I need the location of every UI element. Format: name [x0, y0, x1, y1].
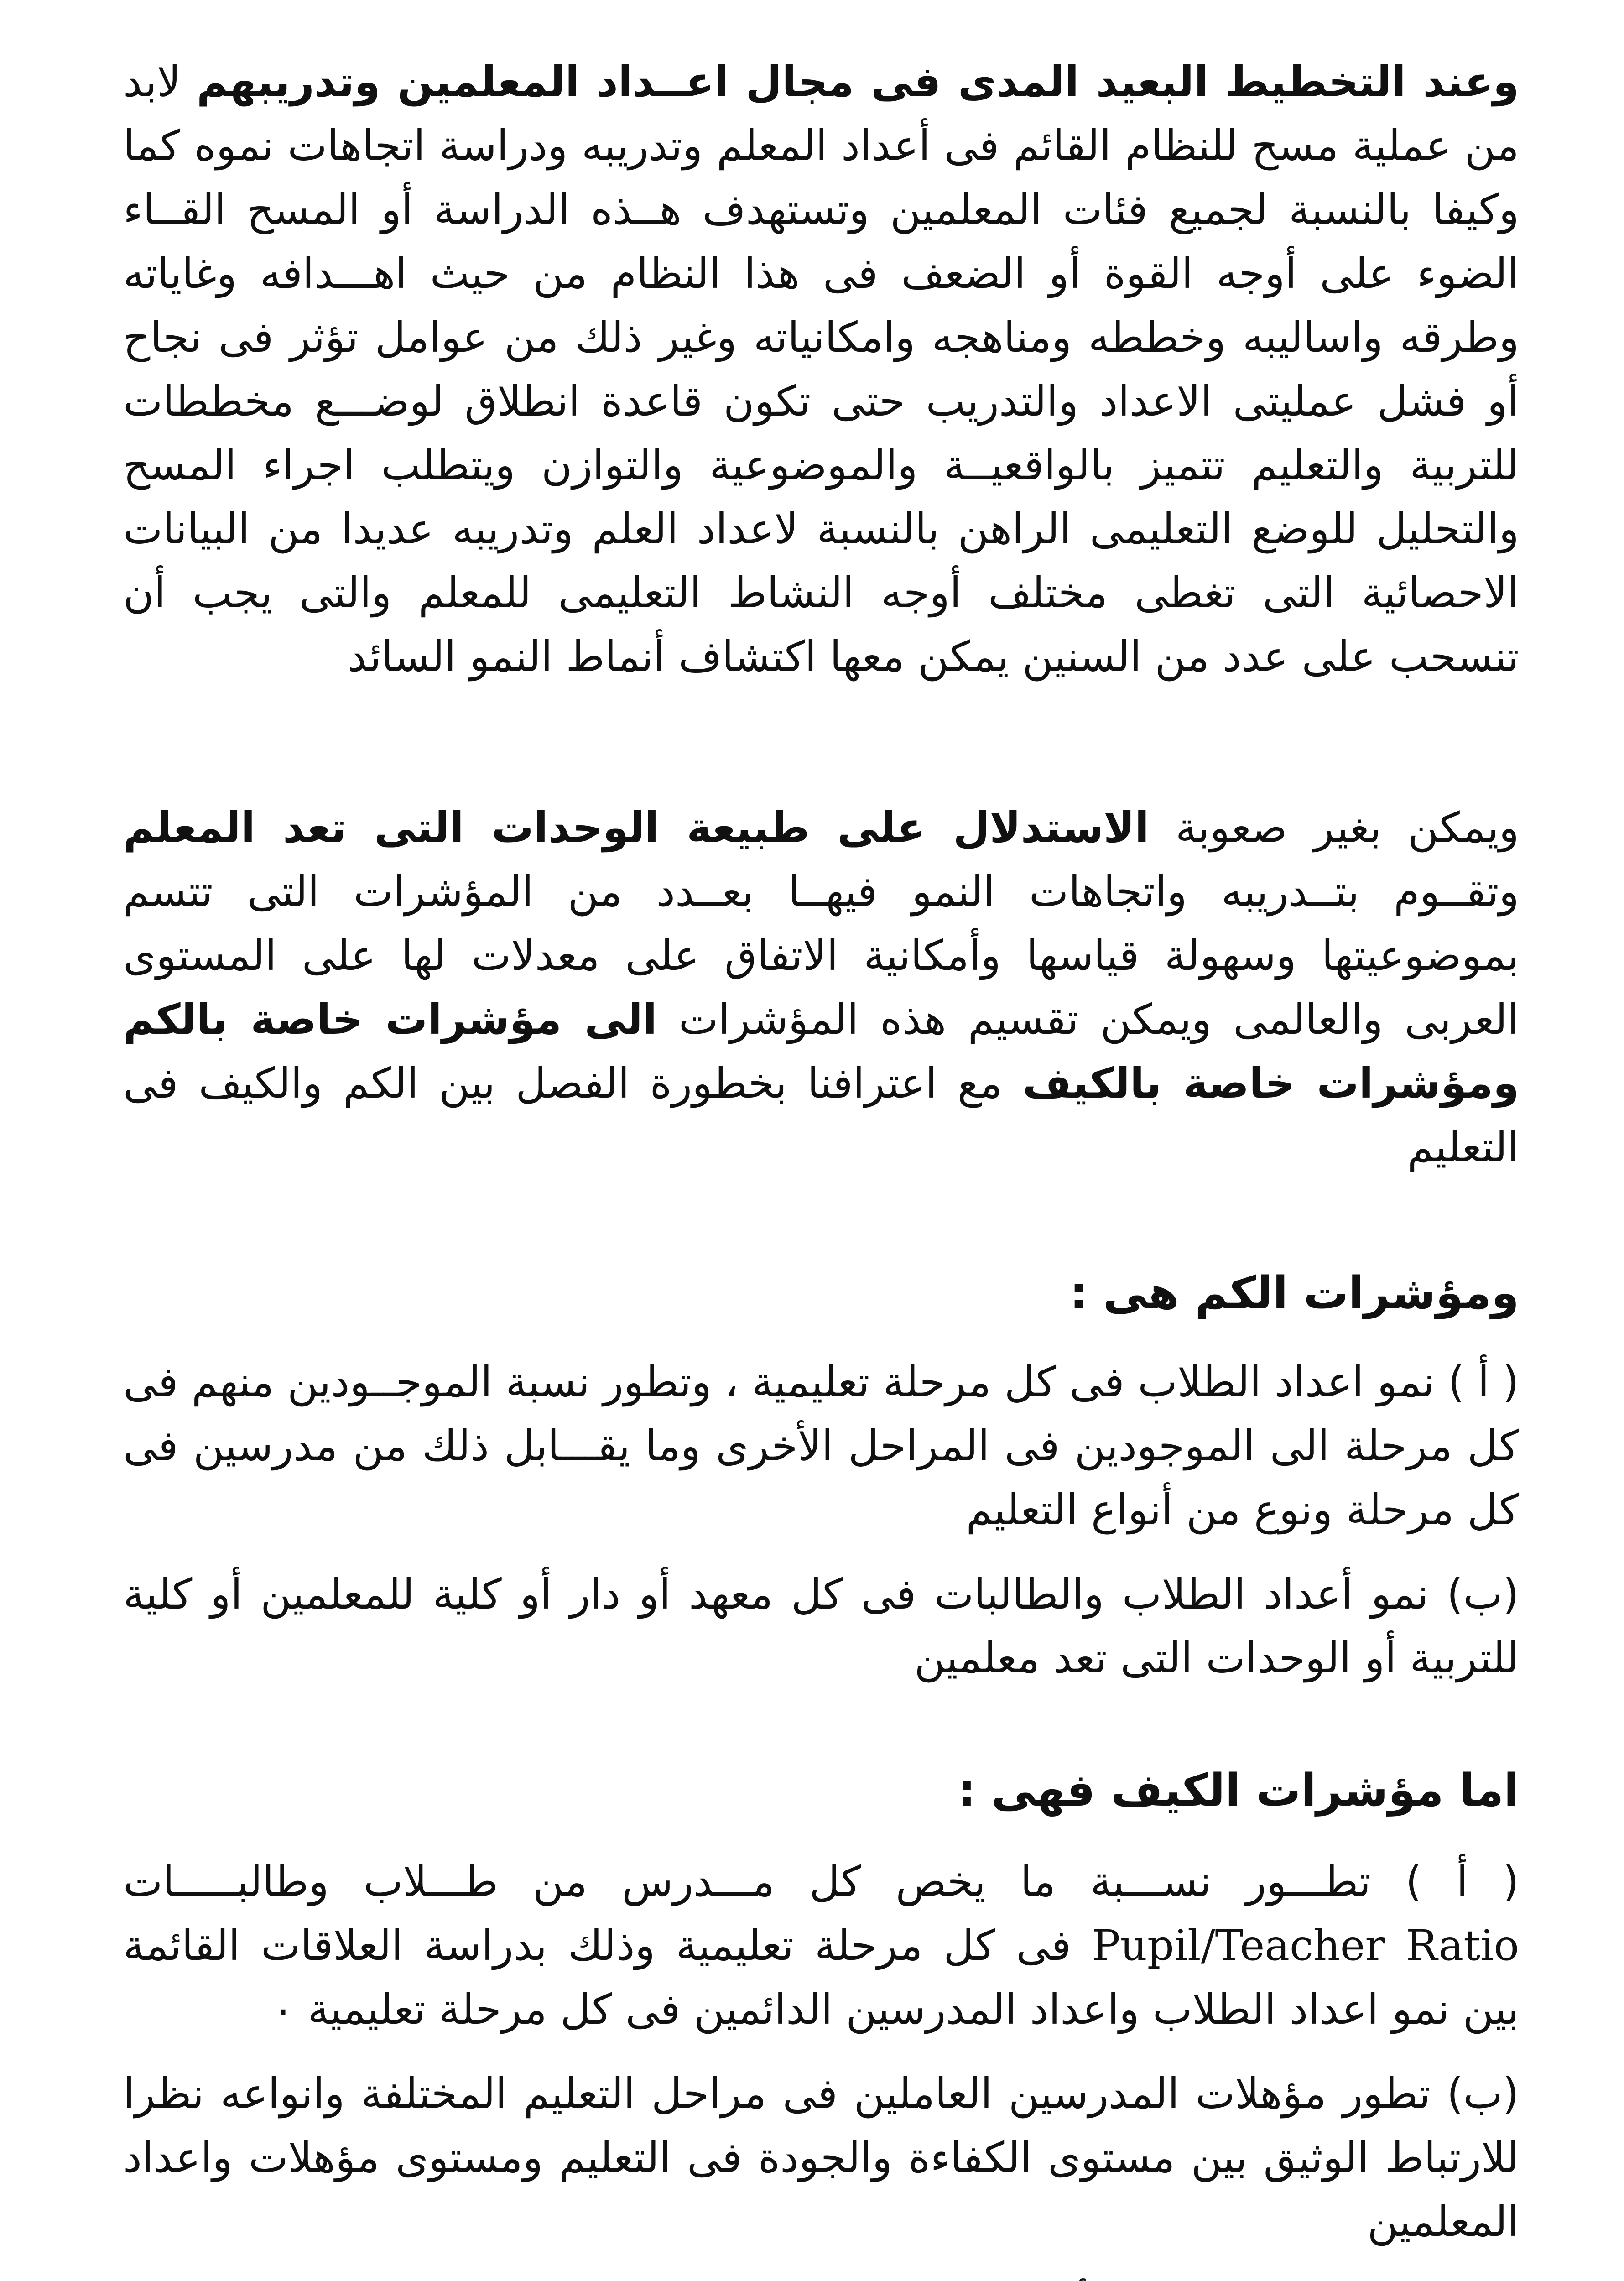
paragraph-text: لابد من عملية مسح للنظام القائم فى أعداد المعلم وتدريبه ودراسة اتجاهات نموه كما وكيفا بالنسبة لجميع فئات المعلمين وتستهدف هــذه الدراسة أو المسح القــاء الضوء على أوجه القوة أو الضعف فى هذا النظام من حيث اهـــدافه وغاياته وطرقه واساليبه وخططه ومناهجه وامكانياته وغير ذلك من عوامل تؤثر فى نجاح أو فشل عمليتى الاعداد والتدريب حتى تكون قاعدة انطلاق لوضـــع مخططات للتربية والتعليم تتميز بالواقعيــة والموضوعية والتوازن ويتطلب اجراء المسح والتحليل للوضع التعليمى الراهن بالنسبة لاعداد العلم وتدريبه عديدا من البيانات الاحصائية التى تغطى مختلف أوجه النشاط التعليمى للمعلم والتى يجب أن تنسحب على عدد من السنين يمكن معها اكتشاف أنماط النمو السائد	[123, 57, 1519, 681]
item-text: فى كل مرحلة تعليمية وذلك بدراسة العلاقات القائمة بين نمو اعداد الطلاب واعداد المدرسين الدائمين فى كل مرحلة تعليمية ٠	[123, 1921, 1519, 2034]
paragraph-long-term-planning	[123, 50, 1519, 689]
paragraph-bold-phrase: الاستدلال على طبيعة الوحدات التى تعد المعلم	[123, 803, 1150, 852]
paragraph-indicators	[123, 796, 1519, 1179]
latin-term: Pupil/Teacher Ratio	[1092, 1921, 1519, 1970]
item-text: ( أ ) تطـــور نســـبة ما يخص كل مـــدرس من طـــلاب وطالبـــــات	[123, 1857, 1519, 1906]
section-heading-quality: اما مؤشرات الكيف فهى :	[958, 1765, 1519, 1817]
section-heading-quantity: ومؤشرات الكم هى :	[1069, 1267, 1519, 1319]
paragraph-part: مع اعترافنا بخطورة الفصل بين الكم والكيف فى التعليم	[123, 1059, 1519, 1172]
document-page	[123, 50, 1519, 2281]
paragraph-part: ويمكن بغير صعوبة	[1175, 803, 1520, 852]
paragraph-part: وتقــوم بتــدريبه واتجاهات النمو فيهــا بعــدد من المؤشرات التى تتسم بموضوعيتها وسهولة قياسها وأمكانية الاتفاق على معدلات لها على المستوى العربى والعالمى ويمكن تقسيم هذه المؤشرات	[123, 867, 1519, 1044]
list-item-quality-a	[123, 1850, 1519, 2041]
list-item-quantity-b: (ب) نمو أعداد الطلاب والطالبات فى كل معهد أو دار أو كلية للمعلمين أو كلية للتربية أو الوحدات التى تعد معلمين	[123, 1570, 1519, 1682]
list-item-quality-c	[123, 2274, 1519, 2281]
paragraph-bold-phrase: الى مؤشرات خاصة بالكم ومؤشرات خاصة بالكيف	[123, 995, 1519, 1108]
list-item-quantity-a: ( أ ) نمو اعداد الطلاب فى كل مرحلة تعليمية ، وتطور نسبة الموجــودين منهم فى كل مرحلة الى الموجودين فى المراحل الأخرى وما يقـــابل ذلك من مدرسين فى كل مرحلة ونوع من أنواع التعليم	[123, 1358, 1519, 1534]
list-item-quality-b: (ب) تطور مؤهلات المدرسين العاملين فى مراحل التعليم المختلفة وانواعه نظرا للارتباط الوثيق بين مستوى الكفاءة والجودة فى التعليم ومستوى مؤهلات واعداد المعلمين	[123, 2069, 1519, 2246]
paragraph-bold-lead: وعند التخطيط البعيد المدى فى مجال اعــداد المعلمين وتدريبهم	[196, 57, 1519, 106]
